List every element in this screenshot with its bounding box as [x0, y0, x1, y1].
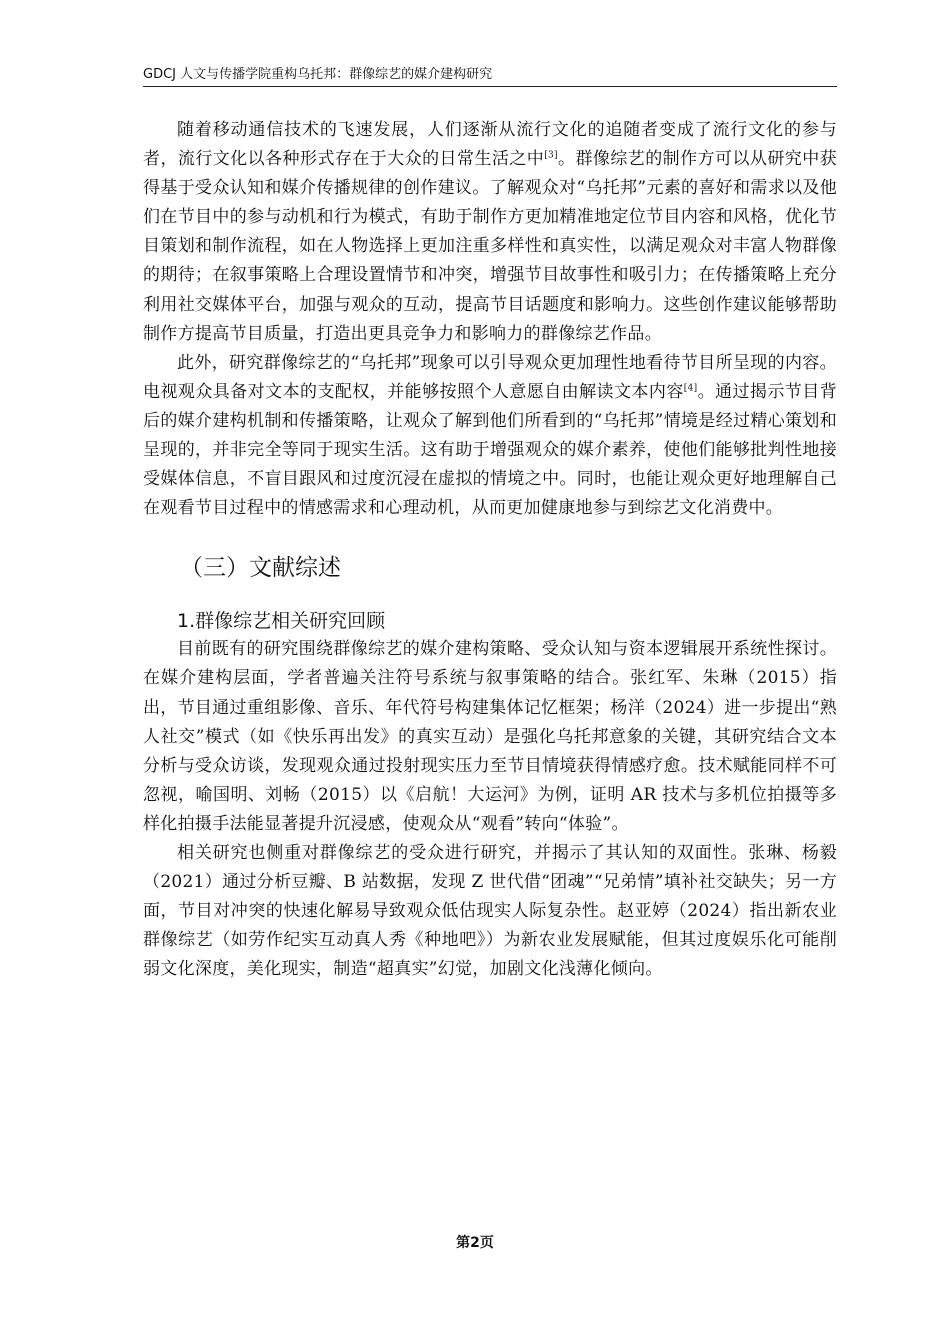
- paragraph-text: 。通过揭示节目背后的媒介建构机制和传播策略，让观众了解到他们所看到的“乌托邦”情境是经过精心策划和呈现的，并非完全等同于现实生活。这有助于增强观众的媒介素养，使他们能够批判性地接受媒体信息，不盲目跟风和过度沉浸在虚拟的情境之中。同时，也能让观众更好地理解自己在观看节目过程中的情感需求和心理动机，从而更加健康地参与到综艺文化消费中。: [143, 381, 837, 519]
- section-heading: （三）文献综述: [180, 555, 341, 582]
- paragraph-significance-creators: [143, 116, 837, 349]
- running-header: GDCJ 人文与传播学院重构乌托邦：群像综艺的媒介建构研究: [143, 67, 493, 82]
- page-body: [143, 116, 837, 984]
- paragraph-text: 。群像综艺的制作方可以从研究中获得基于受众认知和媒介传播规律的创作建议。了解观众对“乌托邦”元素的喜好和需求以及他们在节目中的参与动机和行为模式，有助于制作方更加精准地定位节目内容和风格，优化节目策划和制作流程，如在人物选择上更加注重多样性和真实性，以满足观众对丰富人物群像的期待；在叙事策略上合理设置情节和冲突，增强节目故事性和吸引力；在传播策略上充分利用社交媒体平台，加强与观众的互动，提高节目话题度和影响力。这些创作建议能够帮助制作方提高节目质量，打造出更具竞争力和影响力的群像综艺作品。: [143, 149, 837, 344]
- header-divider: [143, 86, 837, 87]
- citation-ref: [3]: [544, 150, 558, 161]
- paragraph-text: 随着移动通信技术的飞速发展，人们逐渐从流行文化的追随者变成了流行文化的参与者，流行文化以各种形式存在于大众的日常生活之中: [143, 120, 837, 170]
- citation-ref: [4]: [683, 383, 698, 394]
- page-number: 第2页: [456, 1235, 494, 1251]
- paragraph-literature-audience: 相关研究也侧重对群像综艺的受众进行研究，并揭示了其认知的双面性。张琳、杨毅（2021）通过分析豆瓣、B 站数据，发现 Z 世代借“团魂”“兄弟情”填补社交缺失；另一方面，节目对冲突的快速化解易导致观众低估现实人际复杂性。赵亚婷（2024）指出新农业群像综艺（如劳作纪实互动真人秀《种地吧》）为新农业发展赋能，但其过度娱乐化可能削弱文化深度，美化现实，制造“超真实”幻觉，加剧文化浅薄化倾向。: [143, 842, 837, 980]
- paragraph-literature-construction: 目前既有的研究围绕群像综艺的媒介建构策略、受众认知与资本逻辑展开系统性探讨。在媒介建构层面，学者普遍关注符号系统与叙事策略的结合。张红军、朱琳（2015）指出，节目通过重组影像、音乐、年代符号构建集体记忆框架；杨洋（2024）进一步提出“熟人社交”模式（如《快乐再出发》的真实互动）是强化乌托邦意象的关键，其研究结合文本分析与受众访谈，发现观众通过投射现实压力至节目情境获得情感疗愈。技术赋能同样不可忽视，喻国明、刘畅（2015）以《启航！大运河》为例，证明 AR 技术与多机位拍摄等多样化拍摄手法能显著提升沉浸感，使观众从“观看”转向“体验”。: [143, 639, 837, 834]
- paragraph-text: 此外，研究群像综艺的“乌托邦”现象可以引导观众更加理性地看待节目所呈现的内容。电视观众具备对文本的支配权，并能够按照个人意愿自由解读文本内容: [143, 352, 837, 402]
- paragraph-significance-audience: [143, 349, 837, 524]
- subsection-heading: 1.群像综艺相关研究回顾: [177, 610, 386, 633]
